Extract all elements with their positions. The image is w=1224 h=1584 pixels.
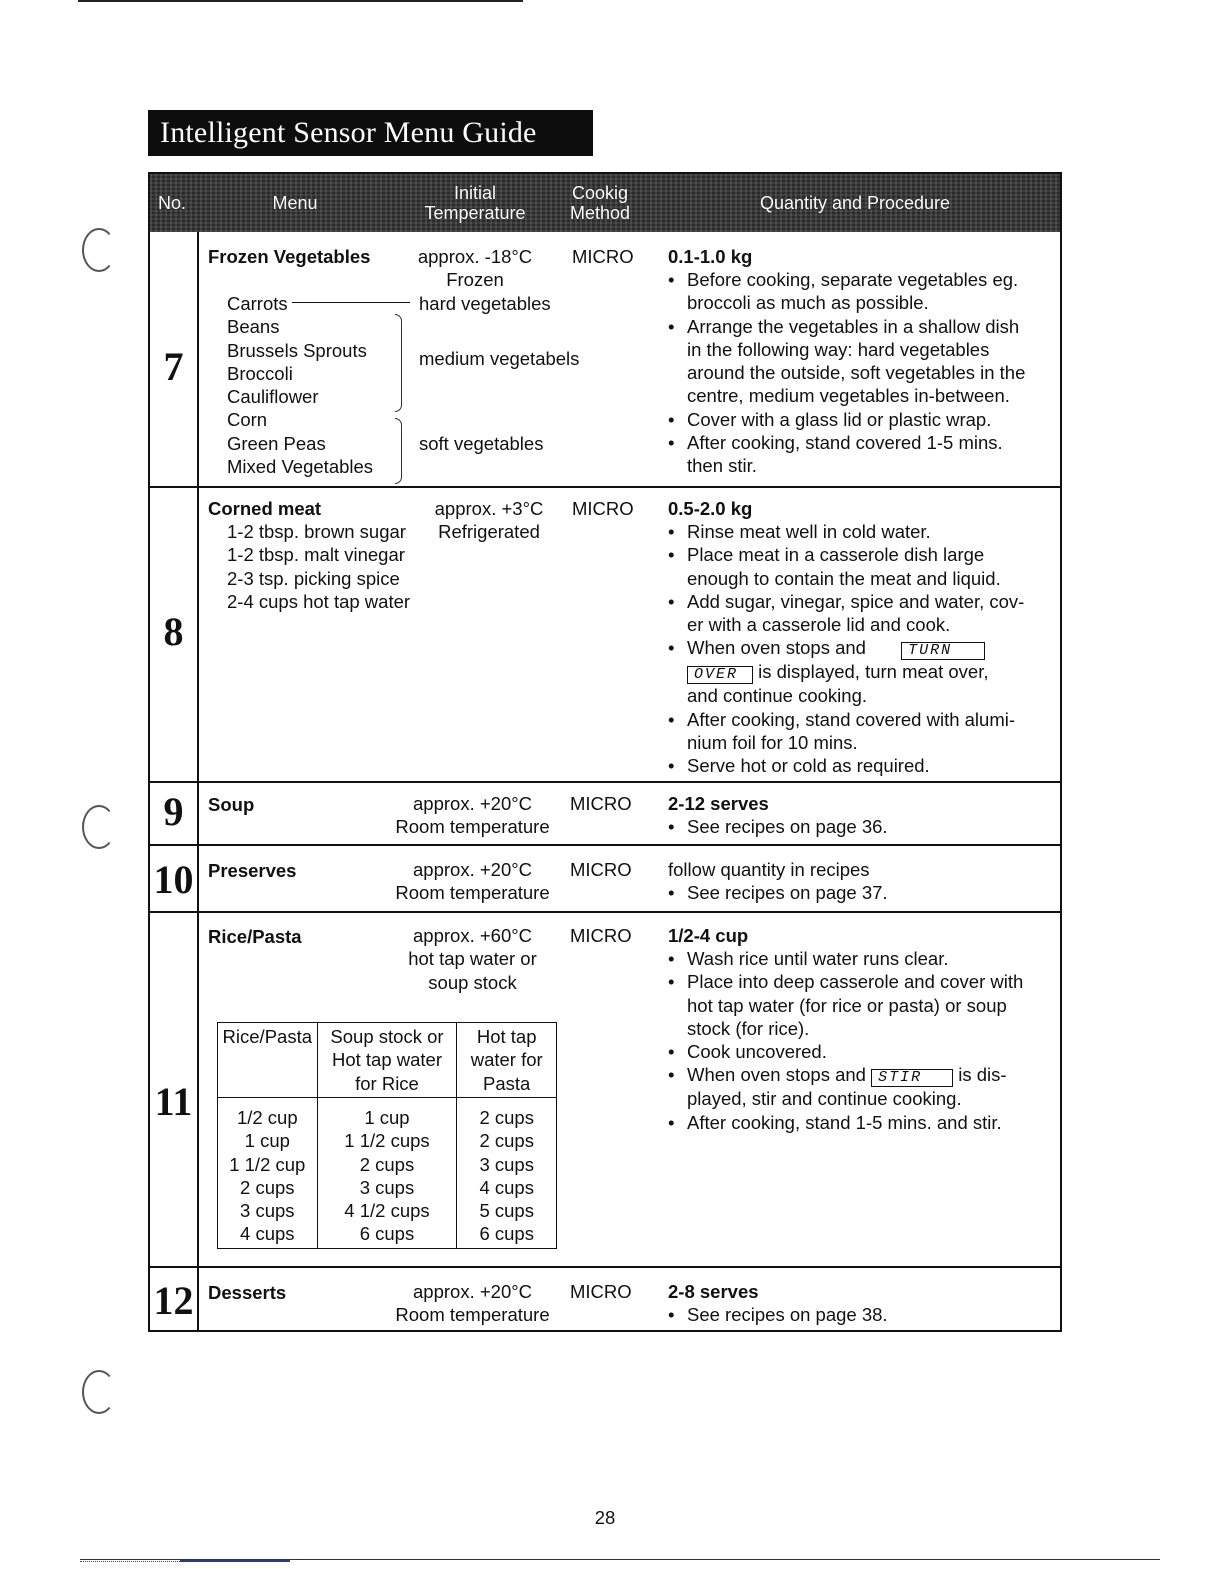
menu-name: Frozen Vegetables: [208, 246, 371, 267]
row-divider: [150, 486, 1060, 488]
quantity: 2-8 serves: [668, 1281, 759, 1302]
page-number: 28: [594, 1507, 616, 1528]
table-header-cell: Hot tap water for Pasta: [457, 1023, 557, 1098]
binder-hole-mark: [82, 228, 116, 272]
cooking-method: MICRO: [570, 859, 632, 880]
row-number-11: 11: [154, 1079, 193, 1124]
group-brace: [395, 418, 402, 484]
pasta-water-column: 2 cups 2 cups 3 cups 4 cups 5 cups 6 cups: [457, 1098, 557, 1249]
cooking-method: MICRO: [570, 1281, 632, 1302]
leader-line: [292, 302, 410, 303]
menu-name: Soup: [208, 794, 255, 815]
quantity: 1/2-4 cup: [668, 925, 749, 946]
header-cooking-method: Cookig Method: [569, 183, 631, 223]
rice-quantity-column: 1/2 cup 1 cup 1 1/2 cup 2 cups 3 cups 4 cups: [218, 1098, 318, 1249]
binder-hole-mark: [82, 805, 116, 849]
initial-temperature: approx. -18°C Frozen: [417, 246, 533, 291]
row-number-7: 7: [163, 344, 184, 389]
row-number-12: 12: [153, 1278, 194, 1323]
group-label: soft vegetables: [419, 433, 544, 454]
bottom-dotted-rule: [80, 1561, 180, 1562]
row-divider: [150, 844, 1060, 846]
procedure-list: • Wash rice until water runs clear. • Place into deep casserole and cover with hot tap water (for rice or pasta) or soup stock (for rice). • Cook uncovered. • When oven stops and STIR is dis- played, stir and continue cooking. • After cooking, stand 1-5 mins. and stir.: [668, 947, 1023, 1134]
header-quantity-procedure: Quantity and Procedure: [759, 193, 951, 213]
vegetable-list: Carrots Beans Brussels Sprouts Broccoli Cauliflower Corn Green Peas Mixed Vegetables: [227, 293, 374, 478]
header-initial-temperature: Initial Temperature: [424, 183, 526, 223]
cooking-method: MICRO: [572, 246, 634, 267]
procedure-list: • See recipes on page 38.: [668, 1303, 888, 1326]
row-number-9: 9: [163, 789, 184, 834]
lcd-display-over: OVER: [687, 666, 753, 684]
group-label: medium vegetabels: [419, 348, 580, 369]
menu-name: Corned meat: [208, 498, 322, 519]
cooking-method: MICRO: [570, 793, 632, 814]
quantity: follow quantity in recipes: [668, 859, 870, 880]
row-divider: [150, 781, 1060, 783]
initial-temperature: approx. +3°C Refrigerated: [434, 498, 544, 543]
menu-name: Rice/Pasta: [208, 926, 302, 947]
initial-temperature: approx. +20°C Room temperature: [395, 1281, 550, 1326]
quantity: 0.1-1.0 kg: [668, 246, 753, 267]
procedure-list: • See recipes on page 37.: [668, 881, 888, 904]
table-header-cell: Soup stock or Hot tap water for Rice: [317, 1023, 457, 1098]
initial-temperature: approx. +60°C hot tap water or soup stock: [408, 925, 537, 993]
menu-name: Desserts: [208, 1282, 287, 1303]
top-rule: [78, 0, 523, 2]
cooking-method: MICRO: [570, 925, 632, 946]
rice-pasta-water-table: [217, 1022, 557, 1249]
header-no: No.: [157, 193, 186, 213]
procedure-list: • See recipes on page 36.: [668, 815, 888, 838]
initial-temperature: approx. +20°C Room temperature: [395, 793, 550, 838]
row-number-10: 10: [153, 857, 194, 902]
procedure-list: • Rinse meat well in cold water. • Place meat in a casserole dish large enough to contain the meat and liquid. • Add sugar, vinegar, spice and water, cov- er with a casserole lid and cook. • When oven stops and TURN OVER is displayed, turn meat over, and continue cooking. • After cooking, stand covered with alumi- nium foil for 10 mins. • Serve hot or cold as required.: [668, 520, 1024, 778]
initial-temperature: approx. +20°C Room temperature: [395, 859, 550, 904]
bottom-blue-rule: [180, 1560, 290, 1562]
row-divider: [150, 911, 1060, 913]
row-divider: [150, 1266, 1060, 1268]
page-title: Intelligent Sensor Menu Guide: [148, 110, 593, 156]
cooking-method: MICRO: [572, 498, 634, 519]
lcd-display-stir: STIR: [871, 1069, 953, 1087]
soup-stock-column: 1 cup 1 1/2 cups 2 cups 3 cups 4 1/2 cups 6 cups: [317, 1098, 457, 1249]
menu-name: Preserves: [208, 860, 297, 881]
procedure-list: • Before cooking, separate vegetables eg. broccoli as much as possible. • Arrange the vegetables in a shallow dish in the following way: hard vegetables around the outside, soft vegetables in the centre, medium vegetables in-between. • Cover with a glass lid or plastic wrap. • After cooking, stand covered 1-5 mins. then stir.: [668, 268, 1025, 478]
lcd-display-turn: TURN: [901, 642, 985, 660]
header-menu: Menu: [272, 193, 318, 213]
ingredient-list: 1-2 tbsp. brown sugar 1-2 tbsp. malt vinegar 2-3 tsp. picking spice 2-4 cups hot tap water: [227, 521, 411, 612]
quantity: 0.5-2.0 kg: [668, 498, 753, 519]
binder-hole-mark: [82, 1370, 116, 1414]
table-header-cell: Rice/Pasta: [218, 1023, 318, 1098]
row-number-8: 8: [163, 609, 184, 654]
group-label: hard vegetables: [419, 293, 551, 314]
group-brace: [395, 314, 402, 412]
quantity: 2-12 serves: [668, 793, 769, 814]
